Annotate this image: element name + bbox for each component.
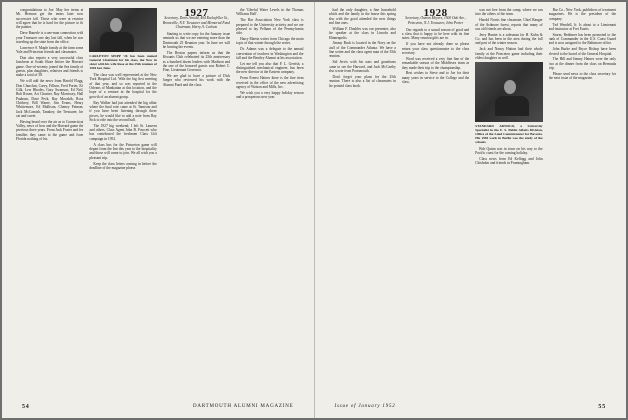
left-page: [2, 2, 315, 418]
standard-arnold-photo: [475, 62, 542, 122]
photo-face: [110, 18, 122, 32]
left-column-2: [89, 8, 156, 394]
paragraph: A class bus for the Princeton game will depart from the Inn this year to the hospitality and those will come to join. We all wish you a pleasant trip.: [89, 142, 157, 160]
right-page-footer: [335, 404, 607, 410]
class-year-heading: 1927: [184, 8, 209, 19]
paragraph: We wish you a very happy holiday season and a prosperous new year.: [236, 90, 304, 100]
right-column-3: [475, 8, 542, 394]
paragraph: Bar Co., New York, publishers of treatment magazines. He is the president of the company.: [548, 8, 616, 21]
paragraph: had the only daughter, a fine household which and the family in the house this spring also with the good attended the new things and fine ones.: [328, 8, 396, 26]
paragraph: Harold Norris fine classmate, Chief Ranger of the Ardmore forest, reports that many of our old friends are about.: [475, 18, 543, 31]
paragraph: Ted Wendell, Jr. Is about to a Lieutenant and instructor at Fort Eustis.: [548, 22, 616, 31]
paragraph: Bob Quinn was in town on his way to the Pacific coast for the coming holiday.: [475, 146, 543, 156]
paragraph: Word was received a very fine line of the remarkable season of the Middlesex team as they made their trip to the championship.: [401, 56, 470, 70]
paragraph: Sid Jervis with his sons and grandsons came to see the Harvard, and Jack McCarthy also wrote from Portsmouth.: [328, 60, 396, 73]
paragraph: Keep the class letters coming in before the deadline of the magazine please.: [89, 161, 157, 170]
paragraph: Please send news to the class secretary for the next issue of the magazine.: [548, 71, 616, 81]
photo-caption: STANDARD ARNOLD, a University Specialist in the U. S. Public Affairs Division, Office of the Land Commissioner for Bavaria. His 1950 work in Berlin was the study of the schools.: [475, 123, 543, 144]
magazine-spread: [2, 2, 626, 418]
page-number: 54: [22, 404, 30, 410]
photo-figure: [495, 96, 529, 116]
paragraph: The Bar Association New York class is prepared to the University activity and we are pleased to lay Pelham of the Pennsylvania side.: [236, 18, 304, 36]
paragraph: Don also reports a very successful class luncheon at South Shore before the Harvard game. One-of-seventy joined the Sea family of guests, plus daughters, relatives and friends to make a total of 58.: [16, 55, 84, 78]
paragraph: Ray Walker had just attended the big affair where the final vote came at St. Tamison and if you have been listening through these pieces, he would like to add a note from Ray Sick to ride into the second half.: [89, 100, 157, 122]
paragraph: congratulations to Joe. May her terms at Mt. Hermon get the terms later now successive fall. Those who were at reunion will agree that he is hard for the picture to fit the painter.: [16, 8, 84, 30]
paragraph: Lawrence S. Maple family at the farm some Yale and Princeton friends and classmates.: [16, 45, 84, 55]
paragraph: Harry Martin writes from Chicago the main topic of that winter through the series.: [236, 37, 304, 46]
paragraph: If you have not already done so please return your class questionnaire to the class secretary.: [401, 42, 470, 55]
paragraph: The Hill and Jimmy Haines were the only two at the dinner from the class on Bermuda trip.: [548, 57, 616, 71]
paragraph: Class news from Ed Kellogg and John Chisholm and friends in Framingham.: [475, 156, 543, 166]
left-column-1: [16, 8, 83, 394]
right-column-2: [402, 8, 469, 394]
paragraph: Jack and Nancy Hutton had their whole family at the Princeton game including their eldest daughter as well.: [475, 47, 543, 60]
paragraph: Don't forget your plans for the 25th reunion. There is also a list of classmates in the printed class book.: [328, 74, 396, 88]
paragraph: William F. Doubles was our presenter, also the speaker at the class in Lincoln and Minneapolis.: [328, 26, 396, 40]
paragraph: was not free from the camp, where we ran into the others of the team.: [475, 8, 543, 17]
paragraph: From Ernest Haines there is the fine item received in the office of the new advertising agency of Watson and Mills, Inc.: [236, 76, 304, 89]
right-column-1: [329, 8, 396, 394]
photo-face: [504, 80, 516, 94]
paragraph: Jimmy Buck is located in the Navy on the staff of the Commander Atlanta. We have a fine writer and the class agent man of the 35th reunion.: [328, 41, 396, 59]
paragraph: We are glad to have a picture of Dick Jaeger who reviewed his work with the Alumni Fund and the class.: [162, 74, 231, 87]
left-column-3: [163, 8, 230, 394]
page-number: 55: [598, 404, 606, 410]
paragraph: the 'Gleeful Water Levels in the Thomas Williams Hall'.: [236, 8, 304, 17]
paragraph: The 1927 big weekend, I left St. Laurent and others. Class Agent John B. Fawcett who has contributed the freshmen Class Gift campaign in 1952.: [89, 123, 157, 141]
paragraph: Let me tell you also that F. L. Gerrish, a distinguished mechanical engineer, has been the new director at the Eastern company.: [236, 61, 304, 75]
left-page-footer: [22, 404, 294, 410]
paragraph: Jerry Hunter is a salesman for H. Kuhn & Co. and has been in the area during the fall and part of the winter season.: [475, 32, 543, 46]
paragraph: Our regards to a sound season of good and a class that is happy to be here with its fine notes. Many reunion gifts are in.: [401, 27, 470, 41]
paragraph: The class was well represented at the New York Hospital Ltd. With the big first meeting of that year, and so was reported in the Orleans of Manhattan at this location, and the hope of a venture in the hospital for the growth of an alumni group.: [89, 73, 157, 99]
class-year-heading: 1928: [423, 8, 448, 19]
right-page: [315, 2, 627, 418]
issue-label: Issue of January 1952: [334, 404, 396, 409]
photo-figure: [100, 32, 134, 52]
paragraph: Dave Bauerle is a one-man connection with your Treasurer one day last fall, when he was traveling up the state from the office.: [16, 31, 84, 44]
class-secretary-line: Secretary, Osmon Meyers, 1500 Oak Ave., Princeton, N.J. Treasurer, John Porter: [405, 16, 466, 25]
paragraph: Dr. Adams was a delegate to the annual convention of teachers in Washington and the fall and the Bentley Alumni at his association.: [236, 47, 304, 60]
paragraph: Best wishes to Steve and to Joe for their many years in service to the College and the class.: [401, 71, 470, 85]
left-column-4: [236, 8, 303, 394]
paragraph: John Burke and Bryce Bishop have been elected to the board of the General Hospital.: [548, 47, 616, 56]
right-column-4: [549, 8, 616, 394]
photo-caption: CARLETON SEIPP '26 has been named General Chairman for his class, the New in sister with his wife Rose at the 25th reunion of 1926 last June.: [89, 54, 157, 70]
paragraph: Having heard over the air as to Connecticut Valley, news of how and the Harvard game the previous three years. From Jack Foster and fee families they came to the game and from Florida nothing of his.: [16, 119, 84, 142]
paragraph: The Boston papers inform us that the Kiwanis Club celebrated its 25th anniversary as a hundred dozen leaders with Madison and the one of the honored guests was Robert C. Fine, Lieutenant Governor.: [162, 50, 231, 73]
paragraph: We will add the news from Harold Flagg, Don Churchm, Carey, Fillson, Fred Porter, Ed Gilk, Lew Rhodes, Gary Swanson, Ed Neil, Bob Rosen, Art Chartier, Ray Morrissey, Hall Pauburn, Dave Peck, Ray Mooshik, Rosa Chitbery, Bill Warne, Jim Evans, Henry Whittemore, Ed Mullison, Cheney Feiman, Jack McCamish, Tanakey, the Treasurer, his cat and sweet.: [16, 79, 84, 118]
paragraph: Storm, Bedtimer has been promoted to the rank of Commander in the U.S. Coast Guard and is now assigned to the Baltimore office.: [548, 32, 616, 46]
class-secretary-line: Secretary, Doris Arnold, 404 Rockefeller St., Bronxville, N.Y. Treasurer and Memorial Fund Chairman, Harry A. Carlson: [162, 16, 231, 29]
magazine-name: DARTMOUTH ALUMNI MAGAZINE: [192, 404, 294, 409]
paragraph: Starting to write copy for the January issue reminds us that we are entering more than the Dartmouth 25 Reunion year. In June we will be hosting the events.: [162, 31, 231, 49]
carleton-seipp-photo: [89, 8, 156, 52]
